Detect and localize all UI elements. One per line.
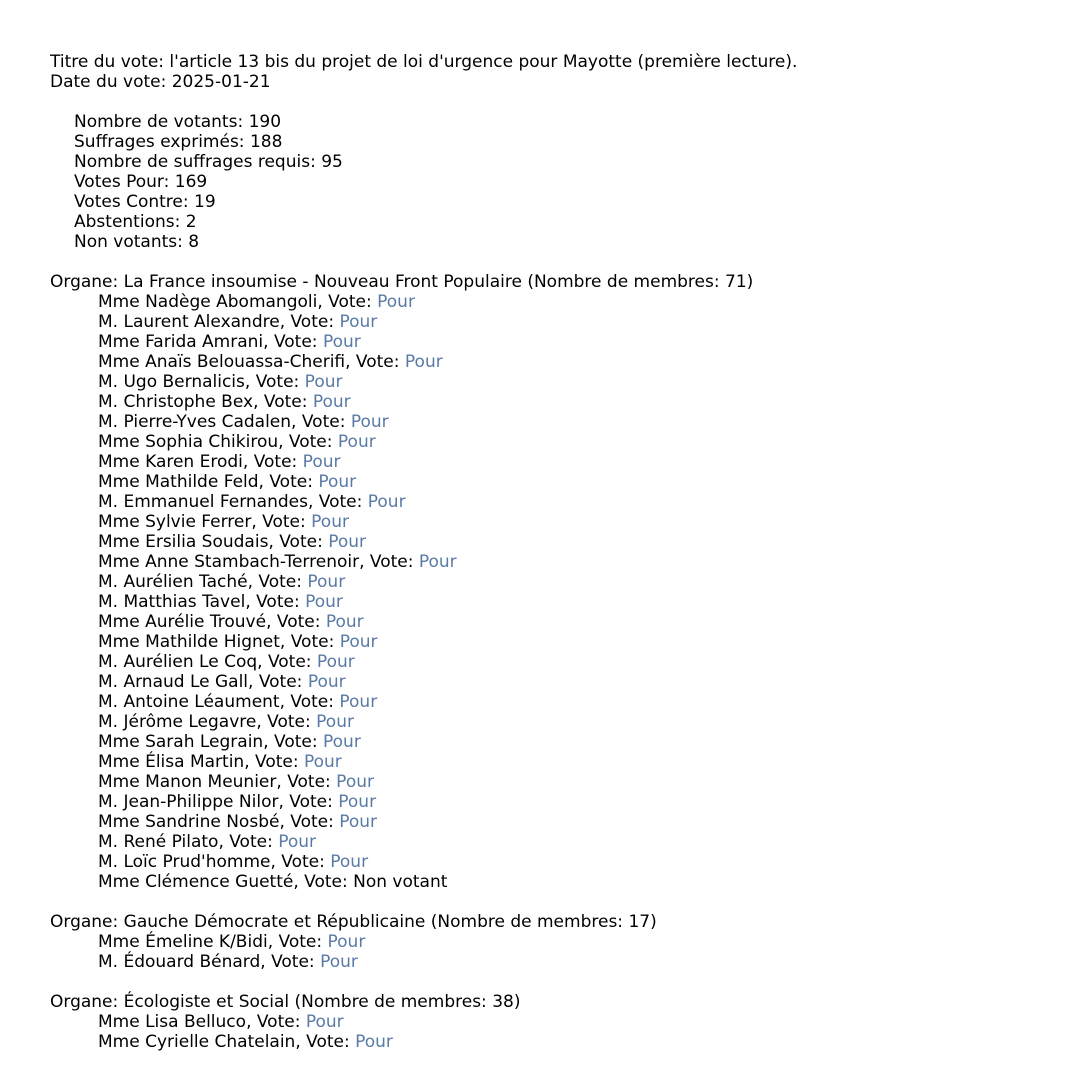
vote-label: , Vote: xyxy=(244,752,304,772)
stat-abstentions xyxy=(50,212,1080,232)
member-name: M. Laurent Alexandre xyxy=(98,312,280,332)
member-name: Mme Farida Amrani xyxy=(98,332,264,352)
member-row xyxy=(50,392,1080,412)
member-row xyxy=(50,512,1080,532)
member-vote: Pour xyxy=(339,812,378,832)
member-name: Mme Anne Stambach-Terrenoir xyxy=(98,552,360,572)
member-vote: Pour xyxy=(316,712,354,732)
member-vote: Pour xyxy=(323,732,361,752)
member-vote: Pour xyxy=(311,512,349,532)
member-vote: Pour xyxy=(355,1032,393,1052)
organe-label: Organe: xyxy=(50,272,124,292)
member-vote: Pour xyxy=(337,432,376,452)
member-row xyxy=(50,672,1080,692)
member-vote: Pour xyxy=(307,672,346,692)
member-vote: Pour xyxy=(307,572,346,592)
members-count-close: ) xyxy=(746,272,754,292)
vote-label: , Vote: xyxy=(270,852,331,872)
members-count-label: (Nombre de membres: xyxy=(289,992,493,1012)
member-vote: Pour xyxy=(303,752,342,772)
vote-label: , Vote: xyxy=(245,592,306,612)
stat-label: Nombre de votants: xyxy=(74,112,249,132)
organe-header xyxy=(50,272,1080,292)
member-row xyxy=(50,1012,1080,1032)
member-name: M. Édouard Bénard xyxy=(98,952,261,972)
vote-label: , Vote: xyxy=(253,392,313,412)
member-vote: Pour xyxy=(305,1012,344,1032)
members-count-close: ) xyxy=(650,912,657,932)
vote-label: , Vote: xyxy=(244,372,305,392)
organe-label: Organe: xyxy=(50,992,124,1012)
member-name: M. Matthias Tavel xyxy=(98,592,246,612)
stat-contre xyxy=(50,192,1080,212)
stat-votants xyxy=(50,112,1080,132)
member-row xyxy=(50,852,1080,872)
vote-label: , Vote: xyxy=(279,812,340,832)
member-row xyxy=(50,872,1080,892)
member-vote: Pour xyxy=(278,832,317,852)
member-row xyxy=(50,712,1080,732)
member-name: M. René Pilato xyxy=(98,832,219,852)
member-row xyxy=(50,612,1080,632)
member-name: Mme Élisa Martin xyxy=(98,752,245,772)
member-name: M. Christophe Bex xyxy=(98,392,254,412)
stat-label: Abstentions: xyxy=(74,212,186,232)
vote-label: , Vote: xyxy=(359,552,419,572)
stat-value: 19 xyxy=(194,192,216,212)
stat-label: Votes Contre: xyxy=(74,192,195,212)
member-row xyxy=(50,632,1080,652)
member-vote: Pour xyxy=(418,552,457,572)
spacer xyxy=(50,252,1080,272)
vote-label: , Vote: xyxy=(293,872,354,892)
stat-label: Suffrages exprimés: xyxy=(74,132,250,152)
member-name: Mme Sylvie Ferrer xyxy=(98,512,252,532)
member-name: Mme Sarah Legrain xyxy=(98,732,264,752)
vote-label: , Vote: xyxy=(258,472,319,492)
member-vote: Pour xyxy=(336,772,374,792)
spacer xyxy=(50,92,1080,112)
stat-requis xyxy=(50,152,1080,172)
member-vote: Pour xyxy=(377,292,415,312)
organe-label: Organe: xyxy=(50,912,124,932)
vote-label: , Vote: xyxy=(278,432,338,452)
vote-label: , Vote: xyxy=(260,952,321,972)
member-name: Mme Ersilia Soudais xyxy=(98,532,269,552)
member-row xyxy=(50,292,1080,312)
vote-label: , Vote: xyxy=(317,292,378,312)
member-name: M. Jean-Philippe Nilor xyxy=(98,792,279,812)
vote-label: , Vote: xyxy=(256,712,317,732)
vote-label: , Vote: xyxy=(345,352,405,372)
vote-label: , Vote: xyxy=(248,672,308,692)
member-vote: Pour xyxy=(367,492,406,512)
stat-label: Nombre de suffrages requis: xyxy=(74,152,322,172)
member-row xyxy=(50,532,1080,552)
vote-label: , Vote: xyxy=(263,732,323,752)
member-name: Mme Clémence Guetté xyxy=(98,872,294,892)
member-row xyxy=(50,452,1080,472)
member-vote: Pour xyxy=(312,392,351,412)
stat-exprimes xyxy=(50,132,1080,152)
spacer xyxy=(50,972,1080,992)
member-name: M. Antoine Léaument xyxy=(98,692,280,712)
member-vote: Pour xyxy=(339,312,378,332)
member-row xyxy=(50,792,1080,812)
member-row xyxy=(50,732,1080,752)
member-vote: Pour xyxy=(325,612,364,632)
member-row xyxy=(50,932,1080,952)
member-vote: Pour xyxy=(304,372,343,392)
vote-label: , Vote: xyxy=(263,332,323,352)
vote-date-label: Date du vote: xyxy=(50,72,172,92)
member-name: M. Jérôme Legavre xyxy=(98,712,257,732)
stat-value: 8 xyxy=(188,232,200,252)
member-name: Mme Anaïs Belouassa-Cherifi xyxy=(98,352,346,372)
member-vote: Pour xyxy=(320,952,358,972)
vote-date-line xyxy=(50,72,1080,92)
vote-title-line xyxy=(50,52,1080,72)
member-name: Mme Aurélie Trouvé xyxy=(98,612,267,632)
member-name: Mme Sophia Chikirou xyxy=(98,432,279,452)
member-name: Mme Sandrine Nosbé xyxy=(98,812,280,832)
members-count-close: ) xyxy=(513,992,521,1012)
member-vote: Pour xyxy=(350,412,389,432)
member-name: Mme Karen Erodi xyxy=(98,452,243,472)
vote-label: , Vote: xyxy=(279,632,340,652)
stat-value: 169 xyxy=(174,172,208,192)
member-vote: Pour xyxy=(330,852,369,872)
member-vote: Pour xyxy=(318,472,357,492)
member-vote: Pour xyxy=(328,532,367,552)
member-name: Mme Mathilde Feld xyxy=(98,472,259,492)
members-count: 38 xyxy=(492,992,514,1012)
vote-label: , Vote: xyxy=(291,412,351,432)
member-row xyxy=(50,812,1080,832)
member-row xyxy=(50,952,1080,972)
member-name: Mme Lisa Belluco xyxy=(98,1012,247,1032)
members-count-label: (Nombre de membres: xyxy=(521,272,725,292)
member-vote: Pour xyxy=(316,652,355,672)
vote-title-label: Titre du vote: xyxy=(50,52,170,72)
vote-label: , Vote: xyxy=(279,692,340,712)
member-row xyxy=(50,372,1080,392)
member-row xyxy=(50,492,1080,512)
member-name: M. Aurélien Le Coq xyxy=(98,652,258,672)
member-name: Mme Manon Meunier xyxy=(98,772,277,792)
member-name: Mme Mathilde Hignet xyxy=(98,632,280,652)
member-vote: Pour xyxy=(302,452,341,472)
member-row xyxy=(50,752,1080,772)
vote-label: , Vote: xyxy=(266,612,326,632)
member-row xyxy=(50,572,1080,592)
member-name: Mme Cyrielle Chatelain xyxy=(98,1032,296,1052)
vote-title: l'article 13 bis du projet de loi d'urgence pour Mayotte (première lecture). xyxy=(169,52,798,72)
member-row xyxy=(50,772,1080,792)
members-count: 71 xyxy=(725,272,747,292)
stat-non-votants xyxy=(50,232,1080,252)
member-vote: Pour xyxy=(305,592,343,612)
members-count: 17 xyxy=(628,912,651,932)
vote-date: 2025-01-21 xyxy=(171,72,271,92)
organe-name: Gauche Démocrate et Républicaine xyxy=(123,912,426,932)
vote-label: , Vote: xyxy=(247,572,308,592)
vote-label: , Vote: xyxy=(295,1032,356,1052)
vote-label: , Vote: xyxy=(246,1012,306,1032)
member-row xyxy=(50,432,1080,452)
member-vote: Pour xyxy=(322,332,361,352)
member-row xyxy=(50,692,1080,712)
vote-label: , Vote: xyxy=(218,832,279,852)
member-vote: Non votant xyxy=(353,872,448,892)
stat-label: Votes Pour: xyxy=(74,172,175,192)
member-row xyxy=(50,412,1080,432)
member-vote: Pour xyxy=(339,632,378,652)
organe-name: La France insoumise - Nouveau Front Populaire xyxy=(123,272,522,292)
organe-header xyxy=(50,992,1080,1012)
organe-list xyxy=(50,272,1080,1052)
member-name: Mme Émeline K/Bidi xyxy=(98,932,268,952)
member-name: M. Ugo Bernalicis xyxy=(98,372,245,392)
member-name: Mme Nadège Abomangoli xyxy=(98,292,318,312)
member-row xyxy=(50,332,1080,352)
vote-label: , Vote: xyxy=(278,792,339,812)
member-vote: Pour xyxy=(339,692,378,712)
member-row xyxy=(50,352,1080,372)
member-row xyxy=(50,312,1080,332)
stat-value: 95 xyxy=(321,152,343,172)
vote-label: , Vote: xyxy=(251,512,312,532)
members-count-label: (Nombre de membres: xyxy=(425,912,629,932)
vote-label: , Vote: xyxy=(268,532,329,552)
member-row xyxy=(50,552,1080,572)
stat-value: 188 xyxy=(249,132,283,152)
member-row xyxy=(50,1032,1080,1052)
stat-value: 2 xyxy=(185,212,197,232)
member-vote: Pour xyxy=(338,792,377,812)
vote-label: , Vote: xyxy=(267,932,328,952)
organe-name: Écologiste et Social xyxy=(123,992,290,1012)
vote-label: , Vote: xyxy=(257,652,317,672)
organe-header xyxy=(50,912,1080,932)
vote-label: , Vote: xyxy=(242,452,303,472)
stat-pour xyxy=(50,172,1080,192)
member-vote: Pour xyxy=(327,932,366,952)
member-row xyxy=(50,832,1080,852)
member-name: M. Aurélien Taché xyxy=(98,572,248,592)
stat-value: 190 xyxy=(248,112,282,132)
member-name: M. Emmanuel Fernandes xyxy=(98,492,308,512)
member-row xyxy=(50,472,1080,492)
member-name: M. Loïc Prud'homme xyxy=(98,852,271,872)
vote-label: , Vote: xyxy=(276,772,337,792)
member-vote: Pour xyxy=(404,352,443,372)
vote-label: , Vote: xyxy=(307,492,368,512)
member-name: M. Arnaud Le Gall xyxy=(98,672,249,692)
spacer xyxy=(50,892,1080,912)
member-row xyxy=(50,652,1080,672)
member-row xyxy=(50,592,1080,612)
vote-label: , Vote: xyxy=(279,312,340,332)
member-name: M. Pierre-Yves Cadalen xyxy=(98,412,292,432)
stat-label: Non votants: xyxy=(74,232,189,252)
